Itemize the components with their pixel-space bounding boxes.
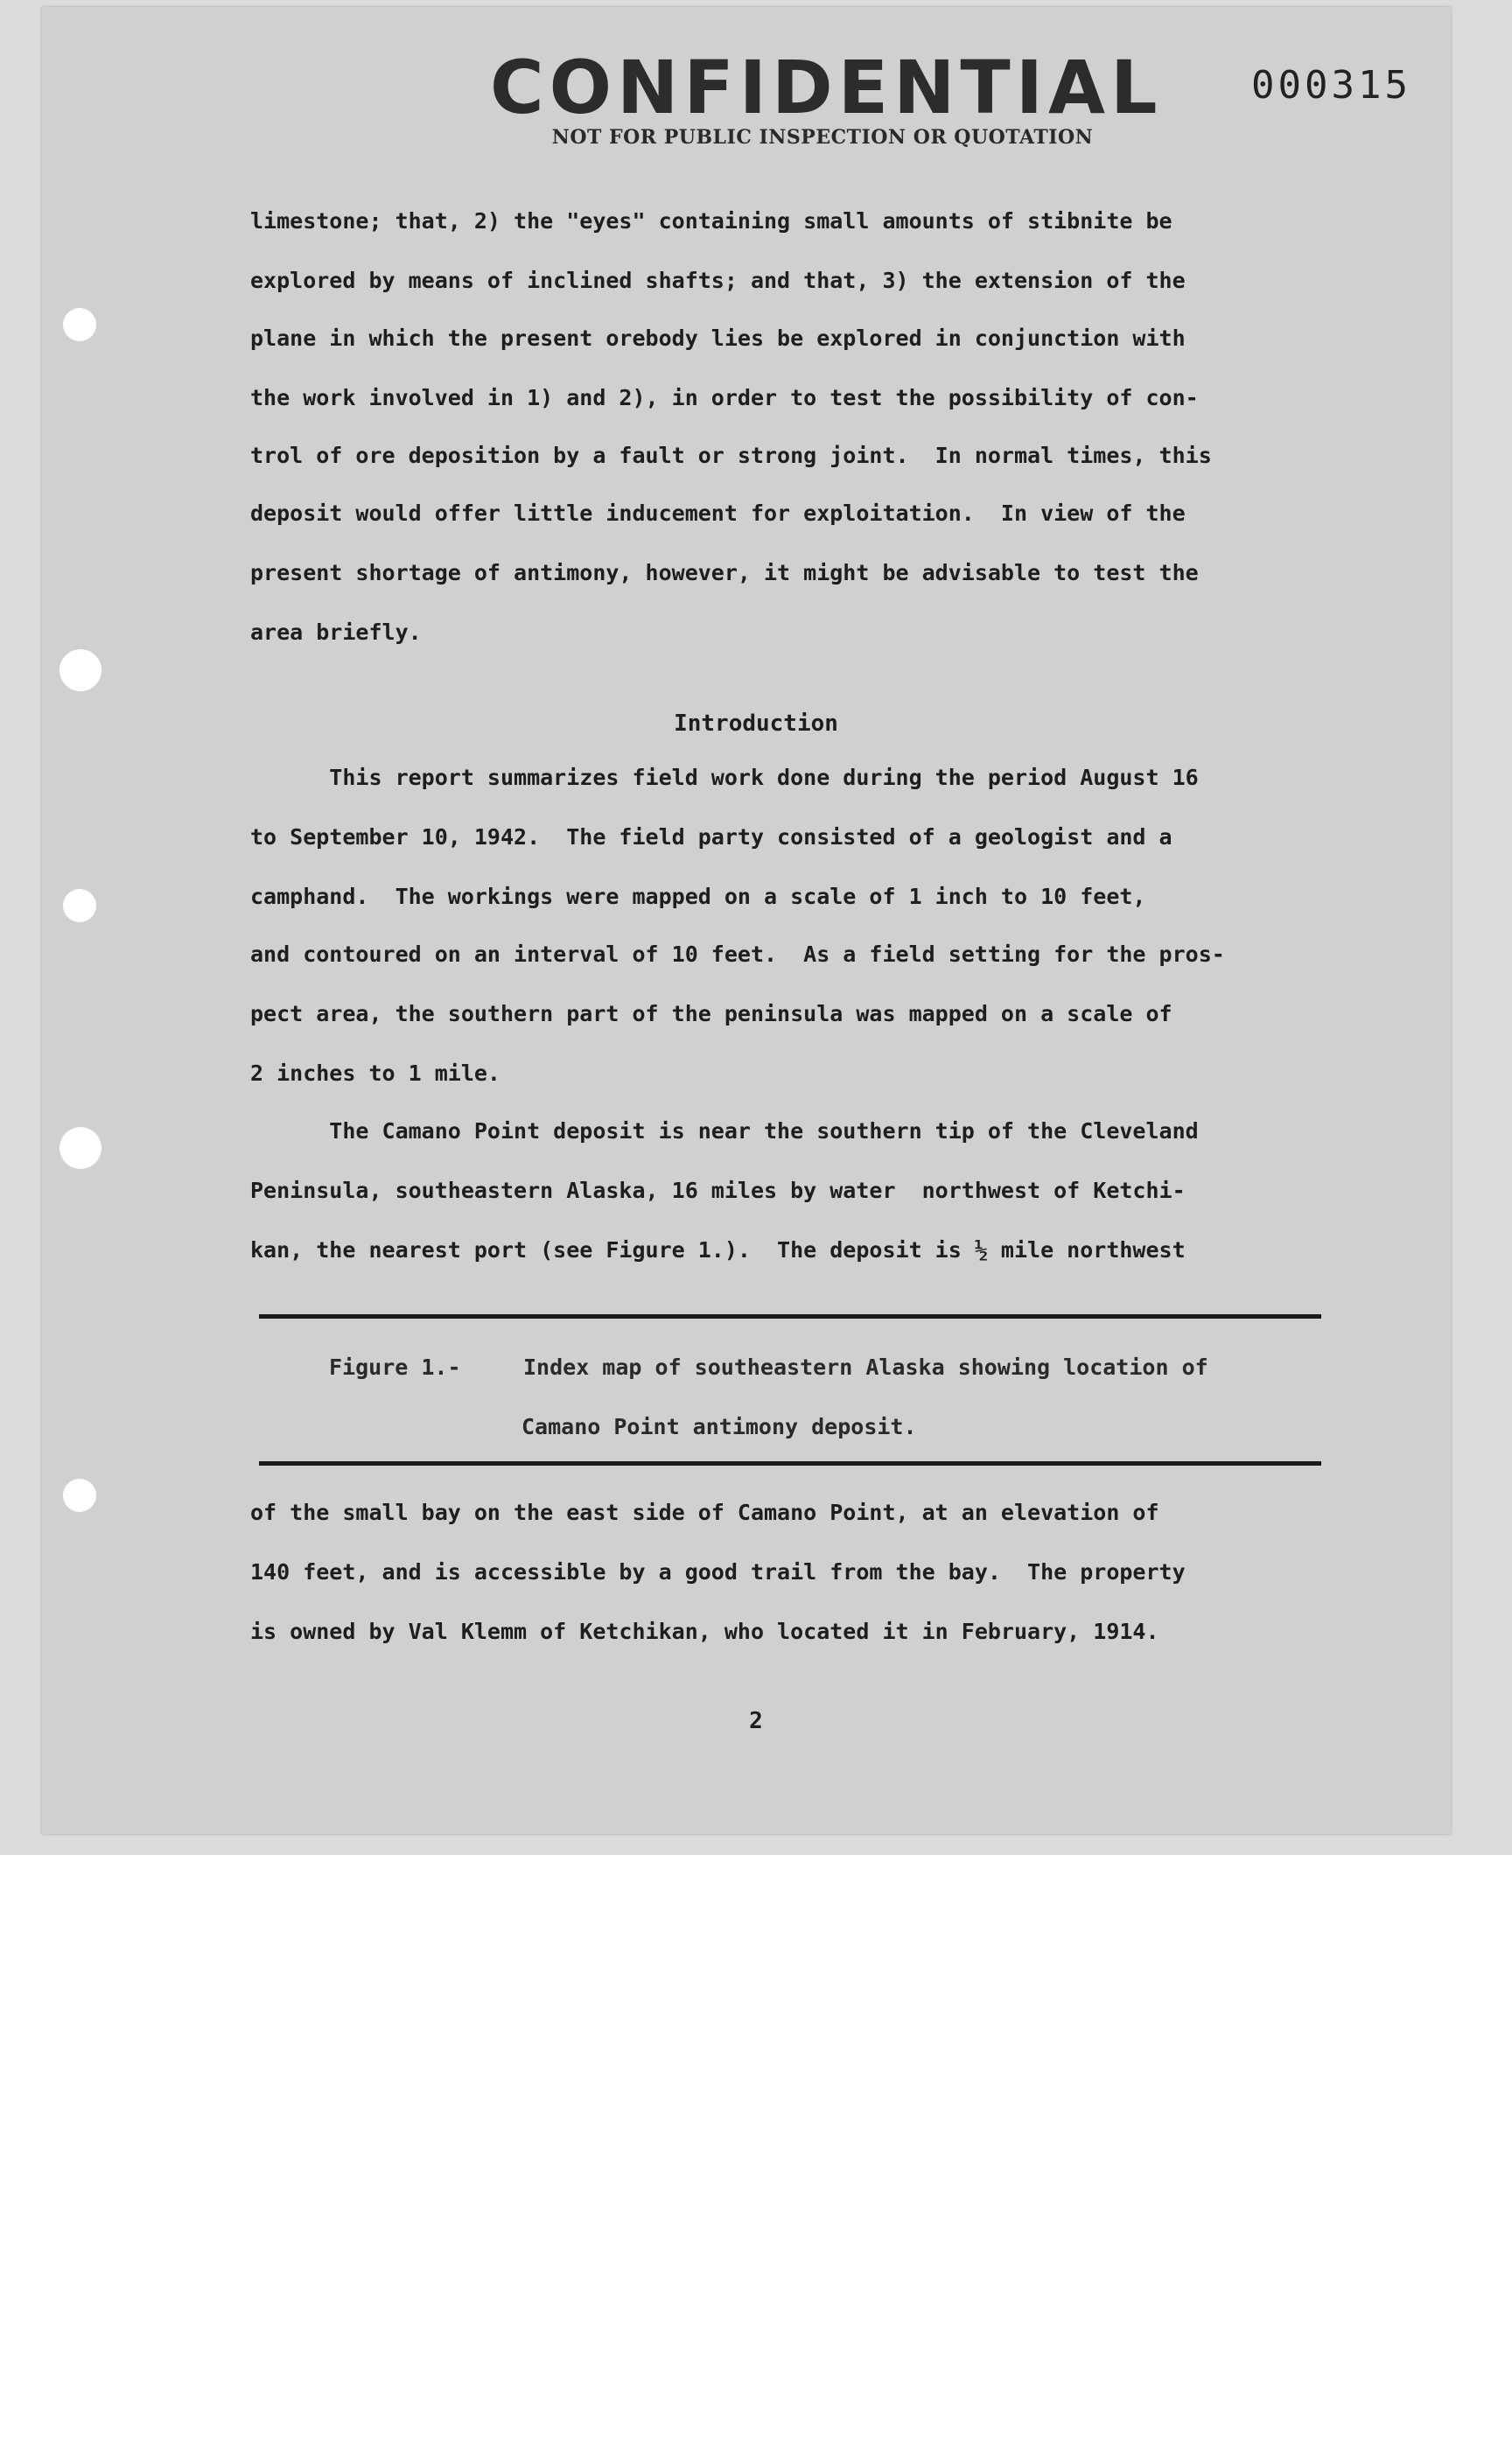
body-line: pect area, the southern part of the peninsula was mapped on a scale of — [250, 1001, 1172, 1026]
summary-line: limestone; that, 2) the "eyes" containing small amounts of stibnite be — [250, 208, 1172, 234]
summary-line: present shortage of antimony, however, it might be advisable to test the — [250, 560, 1199, 585]
figure-caption: Index map of southeastern Alaska showing location of — [523, 1354, 1208, 1380]
body-line: to September 10, 1942. The field party consisted of a geologist and a — [250, 824, 1172, 850]
body-line: and contoured on an interval of 10 feet. As a field setting for the pros- — [250, 942, 1225, 967]
figure-bottom-rule — [259, 1461, 1321, 1466]
summary-line: trol of ore deposition by a fault or strong joint. In normal times, this — [250, 443, 1212, 468]
body-line: The Camano Point deposit is near the southern tip of the Cleveland — [250, 1118, 1199, 1144]
summary-line: deposit would offer little inducement for exploitation. In view of the — [250, 500, 1186, 526]
summary-line: explored by means of inclined shafts; and that, 3) the extension of the — [250, 268, 1186, 293]
body-line: This report summarizes field work done during the period August 16 — [250, 765, 1199, 790]
summary-line: the work involved in 1) and 2), in order to test the possibility of con- — [250, 385, 1199, 410]
stamp-note: NOT FOR PUBLIC INSPECTION OR QUOTATION — [551, 126, 1094, 149]
confidential-stamp: CONFIDENTIAL — [490, 45, 1163, 130]
body-line: of the small bay on the east side of Camano Point, at an elevation of — [250, 1500, 1159, 1525]
body-line: is owned by Val Klemm of Ketchikan, who located it in February, 1914. — [250, 1619, 1159, 1644]
body-line: Peninsula, southeastern Alaska, 16 miles by water northwest of Ketchi- — [250, 1178, 1186, 1203]
punch-hole — [60, 649, 102, 691]
summary-line: plane in which the present orebody lies be explored in conjunction with — [250, 326, 1186, 351]
punch-hole — [63, 308, 96, 341]
document-number: 000315 — [1251, 63, 1411, 108]
figure-top-rule — [259, 1314, 1321, 1319]
punch-hole — [63, 1479, 96, 1512]
body-line: camphand. The workings were mapped on a scale of 1 inch to 10 feet, — [250, 884, 1146, 909]
punch-hole — [63, 889, 96, 922]
section-heading: Introduction — [674, 710, 838, 737]
figure-caption: Camano Point antimony deposit. — [522, 1414, 917, 1439]
body-line: 140 feet, and is accessible by a good trail from the bay. The property — [250, 1559, 1186, 1585]
punch-hole — [60, 1127, 102, 1169]
figure-label: Figure 1.- — [329, 1354, 461, 1380]
page-number: 2 — [749, 1708, 763, 1734]
summary-line: area briefly. — [250, 620, 422, 645]
body-line: kan, the nearest port (see Figure 1.). The deposit is ½ mile northwest — [250, 1237, 1186, 1263]
body-line: 2 inches to 1 mile. — [250, 1060, 500, 1086]
